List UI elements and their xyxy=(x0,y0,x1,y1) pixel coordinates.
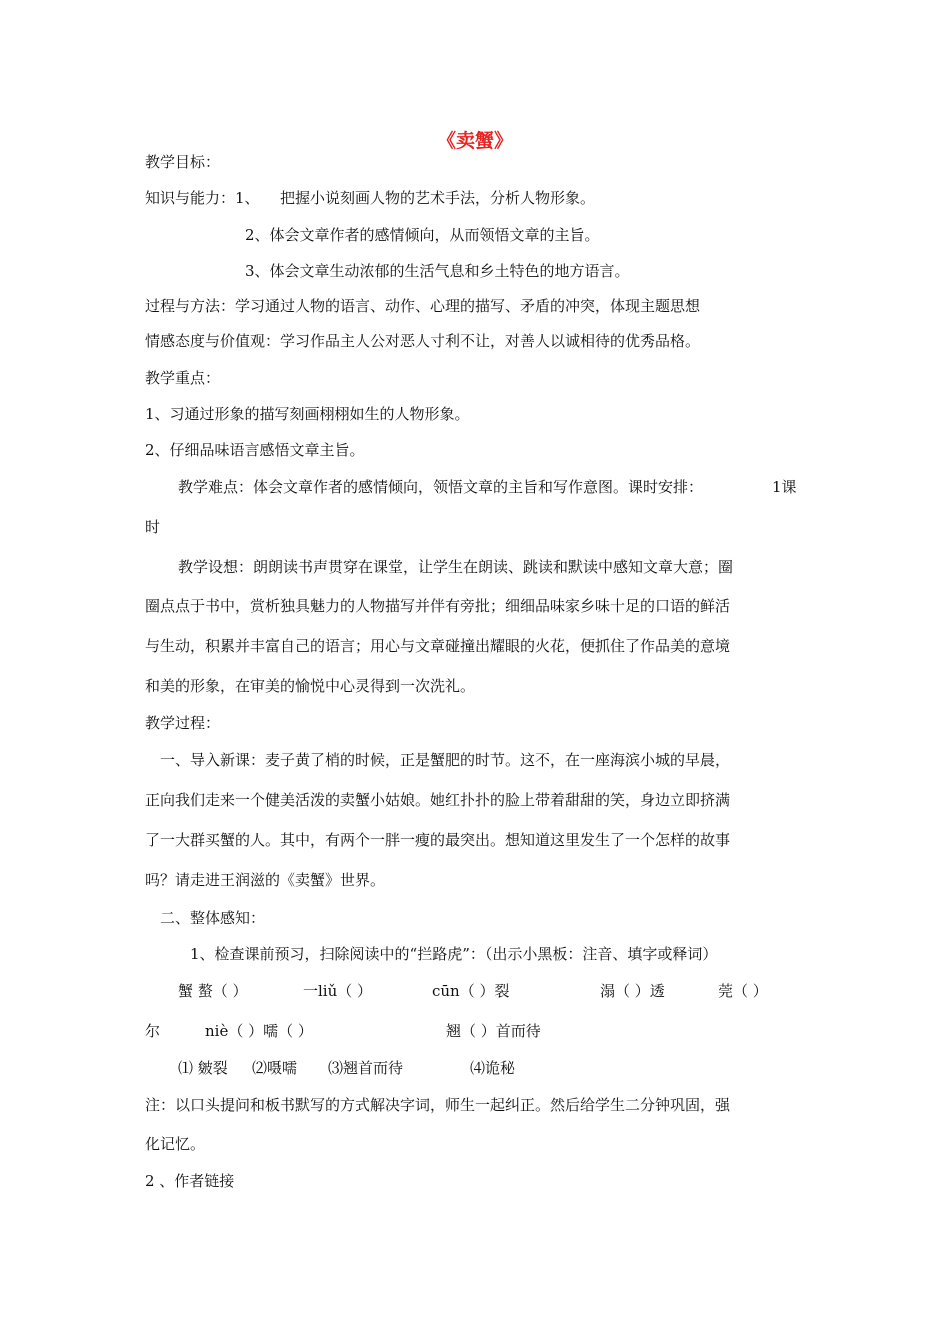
note-line-2: 化记忆。 xyxy=(145,1135,206,1153)
document-title: 《卖蟹》 xyxy=(436,130,513,152)
keypoint-1: 1、习通过形象的描写刻画栩栩如生的人物形象。 xyxy=(145,405,470,423)
check-preview: 1、检查课前预习，扫除阅读中的“拦路虎”：（出示小黑板：注音、填字或释词） xyxy=(190,945,718,963)
overall-heading: 二、整体感知： xyxy=(160,909,266,927)
vocab-item: cūn（ ）裂 xyxy=(432,982,510,1000)
process-method: 过程与方法：学习通过人物的语言、动作、心理的描写、矛盾的冲突，体现主题思想 xyxy=(145,297,701,315)
emotion-values: 情感态度与价值观：学习作品主人公对恶人寸利不让，对善人以诚相待的优秀品格。 xyxy=(145,332,701,350)
knowledge-label: 知识与能力：1、 xyxy=(145,189,260,207)
vocab-item: 溻（ ）透 xyxy=(600,982,665,1000)
process-heading: 教学过程： xyxy=(145,714,221,732)
objectives-heading: 教学目标： xyxy=(145,153,221,171)
keypoints-heading: 教学重点： xyxy=(145,369,221,387)
vocab-item: 莞（ ） xyxy=(718,982,768,1000)
difficulty-hours: 1课 xyxy=(772,478,797,496)
design-line-4: 和美的形象，在审美的愉悦中心灵得到一次洗礼。 xyxy=(145,677,476,695)
design-line-1: 教学设想：朗朗读书声贯穿在课堂，让学生在朗读、跳读和默读中感知文章大意；圈 xyxy=(178,558,734,576)
vocab-answer: ⑷诡秘 xyxy=(470,1059,516,1077)
vocab-item: niè（ ）嚅（ ） xyxy=(205,1022,313,1040)
vocab-item: 尔 xyxy=(145,1022,161,1040)
difficulty-line-1: 教学难点：体会文章作者的感情倾向，领悟文章的主旨和写作意图。课时安排： xyxy=(178,478,704,496)
design-line-2: 圈点点于书中，赏析独具魅力的人物描写并伴有旁批；细细品味家乡味十足的口语的鲜活 xyxy=(145,597,731,615)
vocab-item: 翘（ ）首而待 xyxy=(446,1022,541,1040)
knowledge-item-2: 2、体会文章作者的感情倾向，从而领悟文章的主旨。 xyxy=(245,226,600,244)
vocab-answer: ⑶翘首而待 xyxy=(328,1059,404,1077)
intro-line-4: 吗？请走进王润滋的《卖蟹》世界。 xyxy=(145,871,386,889)
keypoint-2: 2、仔细品味语言感悟文章主旨。 xyxy=(145,441,365,459)
knowledge-item-1: 把握小说刻画人物的艺术手法，分析人物形象。 xyxy=(280,189,596,207)
author-link-heading: 2 、作者链接 xyxy=(145,1172,235,1190)
difficulty-line-2: 时 xyxy=(145,518,161,536)
intro-line-2: 正向我们走来一个健美活泼的卖蟹小姑娘。她红扑扑的脸上带着甜甜的笑，身边立即挤满 xyxy=(145,791,731,809)
vocab-answer: ⑴ 皴裂 xyxy=(178,1059,228,1077)
intro-line-3: 了一大群买蟹的人。其中，有两个一胖一瘦的最突出。想知道这里发生了一个怎样的故事 xyxy=(145,831,731,849)
intro-line-1: 一、导入新课：麦子黄了梢的时候，正是蟹肥的时节。这不，在一座海滨小城的早晨， xyxy=(160,751,731,769)
vocab-item: 蟹 螯（ ） xyxy=(178,982,248,1000)
knowledge-item-3: 3、体会文章生动浓郁的生活气息和乡土特色的地方语言。 xyxy=(245,262,630,280)
vocab-item: 一liǔ（ ） xyxy=(303,982,373,1000)
note-line-1: 注：以口头提问和板书默写的方式解决字词，师生一起纠正。然后给学生二分钟巩固，强 xyxy=(145,1096,731,1114)
vocab-answer: ⑵嗫嚅 xyxy=(252,1059,298,1077)
design-line-3: 与生动，积累并丰富自己的语言；用心与文章碰撞出耀眼的火花，便抓住了作品美的意境 xyxy=(145,637,731,655)
